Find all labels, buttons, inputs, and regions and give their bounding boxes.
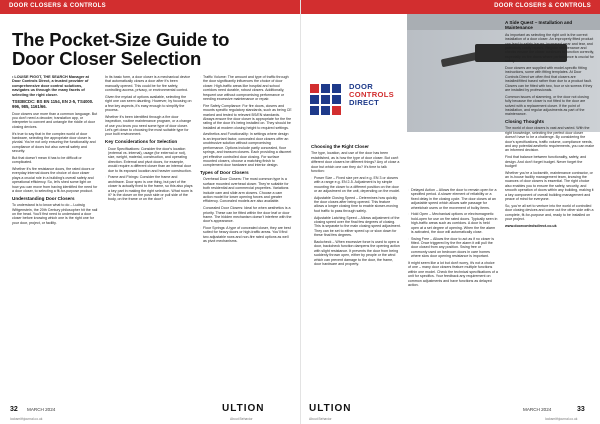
footer-url: locksmithjournal.co.uk — [545, 417, 578, 421]
paragraph: It might seem like a lot but don't worry, it's not a choice of one – many door closers feature multiple functions within one model. Check the technical specifications of a unit for specifics. Your feedback any requirement on common adjustments and have functions as delayed action. — [408, 260, 498, 288]
subheading: A Side Quest – Installation and Maintenance — [505, 20, 573, 31]
intro-paragraph: • LOUISE PIGGT, THE SEARCH Manager at Door Controls Direct, a trusted provider of comprehensive door control solutions, navigates us through the many facets of selecting the right closer. — [12, 75, 89, 97]
right-footer — [301, 402, 600, 424]
logo-mark-icon — [309, 83, 343, 117]
column-6 — [505, 18, 595, 396]
list-item: • Overhead Door Closers: The most common type is a surface mounted overhead closer. They're suitable for both residential and commercial properties. Variations include cam and slide arm closers. Choose a cam action model for lower opening forces and greater efficiency. Concealed models are also available. — [200, 177, 292, 203]
brand-logo: ULTION — [309, 403, 352, 414]
subheading: Key Considerations for Selection — [105, 139, 178, 145]
paragraph: In its basic form, a door closer is a mechanical device that automatically closes a door after it's been manually opened. This could be for fire safety, controlling access, privacy, or environmental control. — [105, 75, 191, 93]
standards-line: TS83BCDC: BS EN 1154, EN 2-5, TS4000. 996, 985, 1161/66. — [12, 99, 94, 110]
paragraph: As important as selecting the right unit is the correct installation of a door closer. An improperly fitted product can lead to safety issues, increased wear and tear, and potentially costly repairs. Regular maintenance and checks ensure the closer continues to function correctly, especially on fire doors where performance is crucial for safety. — [505, 32, 595, 64]
paragraph: So, you're all set to venture into the world of controlled door closing devices and come out the other side with a complete, fit-for-purpose and, ready to be installed on your project. — [505, 203, 594, 222]
list-item: • Adjustable Closing Speed – Determines how quickly the door closes after being opened. This feature allows a longer closing time to enable slower-moving foot traffic to pass through safely. — [311, 196, 401, 214]
subheading: Choosing the Right Closer — [311, 144, 369, 149]
paragraph: Whether you're a locksmith, maintenance contractor, or an in-house facility management team, knowing the nuances of door closers is essential. The right choice also enables you to ensure the safety, security, and smooth operation of doors within any building, making it a key component of overall building management and peace of mind for everyone. — [505, 170, 594, 202]
list-item: • Traffic Volume: The amount and type of traffic through the door significantly influences the choice of door closer. High-traffic areas like hospital and school corridors need durable, robust closers. Additionally, frequent use without compromising performance or needing excessive maintenance or repair. — [200, 75, 292, 101]
list-item: • Fire Safety Compliance: For fire doors, closers and mounts specific regulatory standards, such as being CE marked and tested to relevant BS/EN standards. Always ensure the door closer is appropriate for the fire rating of the door it's being installed on. They should be installed at modern closing height to required settings. — [200, 104, 292, 130]
issue-date: MARCH 2024 — [523, 407, 552, 412]
list-item: • Aesthetics and Functionality: In settings where design is an important factor, concealed door closers offer an unobtrusive solution without compromising performance. Options include partly concealed, floor springs, and transom closers. Each providing a discreet yet effective controlled door closing. For surface mounted closers, choose a matching finish to complement door hardware and interior design. — [200, 132, 292, 167]
paragraph: Door closers are supplied with model-specific fitting instructions, some with fitting templates. At Door Controls Direct we often find that closers are installed/fitted based rather than due to a product fault. Closers can be fitted with two, four or six screws if they are installed by professionals. — [505, 65, 593, 92]
paragraph: Given the myriad of options available, selecting the right one can seem daunting. However, by focusing on a few key aspects, it's easy enough to simplify the process. — [105, 94, 192, 113]
list-item: • Backcheck – When excessive force is used to open a door, backcheck function dampens the opening action with slight resistance. It prevents the door from being suddenly thrown open, either by people or the wind which can prevent damage to the door, the frame, door hardware and property. — [311, 240, 401, 266]
section-bar — [301, 0, 600, 14]
considerations-list-cont — [200, 75, 292, 168]
column-5 — [408, 188, 498, 398]
subheading: Closing Thoughts — [505, 119, 545, 125]
column-1 — [12, 75, 98, 395]
logo-wordmark — [349, 83, 394, 108]
list-item: • Hold Open – Mechanical options or electromagnetic hold-open for use on fire rated doors. Typically seen in high-traffic areas such as corridors. A door is held open at a set degree of opening. When the fire alarm is activated, the door will automatically close. — [408, 212, 498, 234]
issue-date: MARCH 2024 — [27, 407, 56, 412]
page-number: 33 — [577, 406, 585, 413]
section-bar — [0, 0, 300, 14]
article-title — [12, 30, 229, 68]
considerations-list — [105, 147, 193, 202]
functions-list — [311, 176, 401, 267]
section-label: DOOR CLOSERS & CONTROLS — [494, 3, 591, 9]
page-number: 32 — [10, 406, 18, 413]
functions-list-cont — [408, 188, 498, 259]
column-4 — [311, 142, 401, 397]
logo-line-2: CONTROLS — [349, 90, 395, 100]
paragraph: It's true to say that in the complex world of door hardware, selecting the appropriate door closer is pivotal. You're not only ensuring the functionality and compliance of doors but also overall safety and security. — [12, 131, 96, 154]
door-controls-direct-logo — [309, 83, 405, 117]
logo-line-3: DIRECT — [349, 98, 380, 108]
paragraph: Door closers use more than a common language. But you don't need a decoder, translation app, or interpreter to convert and untangle the riddle of door closing devices. — [12, 111, 98, 129]
paragraph: Whether it's fire resistance doors, fire rated doors or everyday internal doors the choice of door closer plays a crucial role in a building's overall safety and operational efficiency. So, let's shed some light on how you can move from having identified the need for a door closer, to selecting a fit-for-purpose product. — [12, 166, 98, 194]
title-line-1: The Pocket-Size Guide to — [12, 29, 230, 50]
list-item: • Adjustable Latching Speed – Allows adjustment of the closing speed over the final few degrees of closing. This is separate to the main closing speed adjustment. They can be set to either speed up or slow down for these final few degrees. — [311, 216, 401, 238]
footer-url: locksmithjournal.co.uk — [10, 417, 43, 421]
paragraph: The type, location, and use of the door has been established, as is how the type of door closer. But can't different door closers be different things? Any of close a door but which one can they do? It's time to talk function: — [311, 151, 400, 174]
section-label: DOOR CLOSERS & CONTROLS — [9, 3, 106, 9]
list-item: • Door Specifications: Consider the door's location (external vs. internal), usage (for external or not), size, weight, material, construction, and operating direction. External and pivot doors, for example, would require a different closer than an internal door due to its exposed location and heavier construction. — [105, 147, 193, 173]
paragraph: Common issues of slamming, or the door not closing fully because the closer is not fitted to the door are solved with a replacement closer. If the point of installation, and regular adjustments as part of the maintenance. — [505, 94, 589, 117]
paragraph: To understand is to know what to do – Ludwig Wittgenstein, the 20th Century philosopher hit the nail on the head. You'll first need to understand a door closer before knowing which one is the right one for your door, project, or facility. — [12, 203, 98, 225]
left-footer — [0, 402, 300, 424]
footer-note: About Behavior — [230, 417, 253, 421]
logo-line-1: DOOR — [349, 82, 373, 91]
list-item: • Swing Free – Allows the door to act as if no closer is fitted. Once triggered by the fire alarm it will pull the door closed from any position. Swing free or commonly used on bedroom doors in care homes where slow door opening resistance is important. — [408, 237, 498, 259]
types-list — [200, 177, 292, 243]
column-3 — [200, 75, 292, 395]
paragraph: Find that balance between functionality, safety, and design. And don't forget budget. Never forget the budget! — [505, 155, 587, 168]
list-item: • Concealed Door Closers: Ideal for when aesthetics is a priority. These can be fitted within the door leaf or door frame. The hidden mechanism doesn't interfere with the door's appearance. — [200, 206, 292, 224]
subheading: Understanding Door Closers — [12, 195, 75, 201]
paragraph: The world of door closers is vast and varied. With the right knowledge, selecting the perfect door closer doesn't have to be a challenge. By considering the door's specifications, traffic volume, compliance needs, and any potential aesthetic requirements, you can make an informed decision. — [505, 126, 595, 153]
list-item: • Delayed Action – Allows the door to remain open for a specified period. A slower element of reliability or a fixed delay in the closing cycle. The door closes at an adjustable speed which allows safe passage for wheelchair users or the movement of bulky items. — [408, 188, 498, 210]
subheading: Types of Door Closers — [200, 170, 249, 176]
footer-note: About Behavior — [309, 417, 332, 421]
brand-logo: ULTION — [222, 403, 265, 414]
paragraph: Whether it's been identified through a fire door inspection, routine maintenance program, or a change of use you know you need some type of door closer. Let's get down to choosing the most suitable type for your built environment. — [105, 114, 192, 137]
website-link[interactable]: www.doorcontrolsdirect.co.uk — [505, 223, 557, 228]
list-item: • Frame and Fixings: Consider the frame and architrave. Door spec is one thing, but part of the closer is actually fixed to the frame, so this also plays a key part in making the right selection. What room is it? Is the closer on the push side or pull side of the body, on the frame or on the door? — [105, 175, 193, 201]
list-item: • Power Size – Fixed size pre and e.g. EN 3 or closers with a range e.g. EN 2-5. Adjustment is by simple mounting the closer to a different position on the door or an adjustment on the unit, depending on the model. — [311, 176, 401, 194]
right-page — [300, 0, 600, 424]
column-2 — [105, 75, 193, 395]
list-item: • Floor Springs: A type of concealed closer, they are best suited for heavy doors or high-traffic areas. You'll find two adjustable rows and non-fire rated options as well as pivot mechanisms. — [200, 226, 292, 244]
paragraph: But that doesn't mean it has to be difficult or complicated. — [12, 155, 82, 165]
title-line-2: Door Closer Selection — [12, 48, 202, 69]
